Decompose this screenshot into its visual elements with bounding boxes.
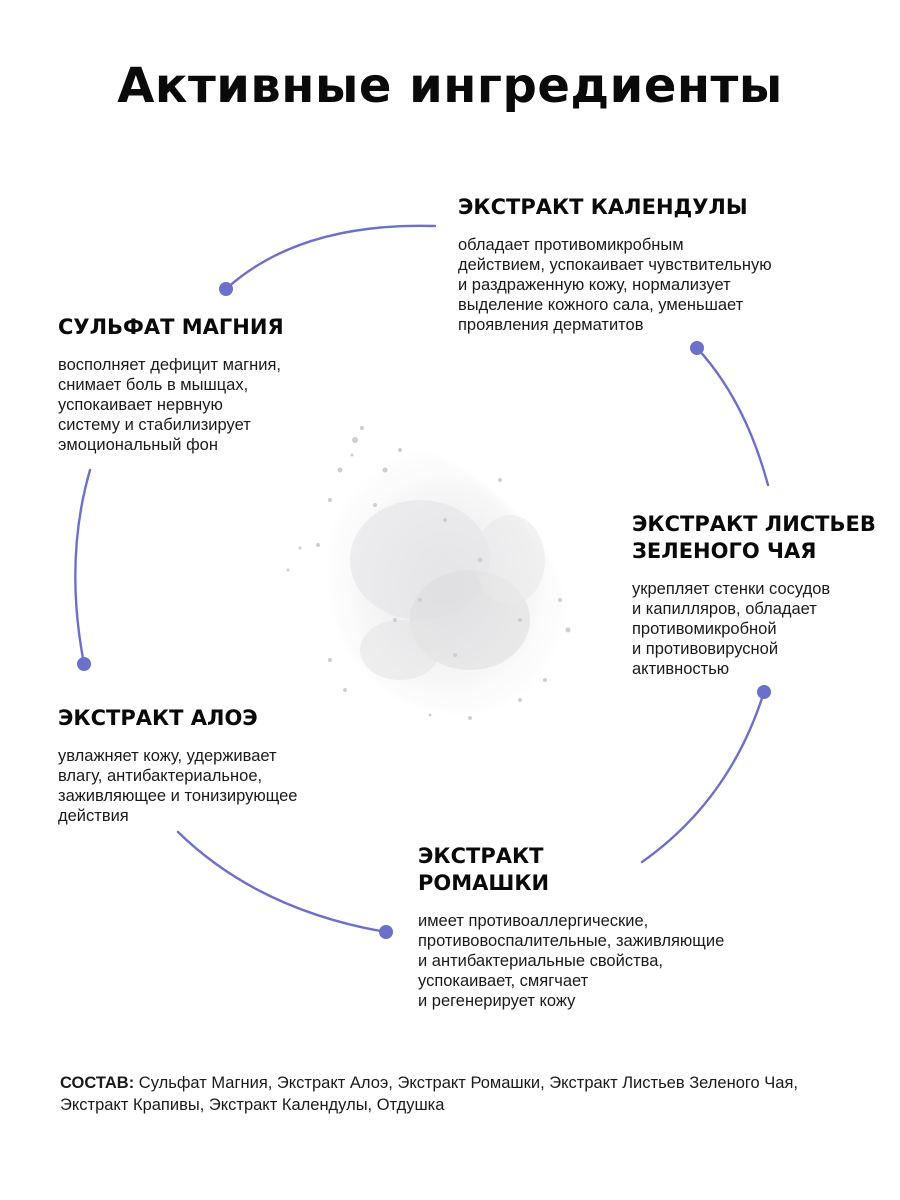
composition [60, 1072, 850, 1116]
ingredient-description: обладает противомикробным действием, успокаивает чувствительную и раздраженную кожу, нормализует выделение кожного сала, уменьшает проявления дерматитов [458, 236, 772, 334]
ingredient-aloe [58, 705, 378, 826]
ingredient-title: ЭКСТРАКТ АЛОЭ [58, 706, 258, 730]
composition-label: СОСТАВ: [60, 1074, 135, 1092]
ingredient-title: ЭКСТРАКТ ЛИСТЬЕВ ЗЕЛЕНОГО ЧАЯ [632, 512, 876, 563]
ingredient-title: ЭКСТРАКТ РОМАШКИ [418, 844, 550, 895]
ingredient-calendula [458, 194, 858, 335]
ingredient-description: восполняет дефицит магния, снимает боль в мышцах, успокаивает нервную систему и стабилизирует эмоциональный фон [58, 356, 281, 454]
ingredient-description: увлажняет кожу, удерживает влагу, антибактериальное, заживляющее и тонизирующее действия [58, 747, 298, 825]
composition-text: Сульфат Магния, Экстракт Алоэ, Экстракт Ромашки, Экстракт Листьев Зеленого Чая, Экстракт Крапивы, Экстракт Календулы, Отдушка [60, 1074, 798, 1114]
ingredient-description: укрепляет стенки сосудов и капилляров, обладает противомикробной и противовирусной активностью [632, 580, 831, 678]
ingredient-chamomile [418, 843, 818, 1011]
ingredient-description: имеет противоаллергические, противовоспалительные, заживляющие и антибактериальные свойства, успокаивает, смягчает и регенерирует кожу [418, 912, 725, 1010]
ingredient-green-tea [632, 511, 887, 679]
ingredient-title: ЭКСТРАКТ КАЛЕНДУЛЫ [458, 195, 748, 219]
ingredient-title: СУЛЬФАТ МАГНИЯ [58, 315, 284, 339]
ingredient-magnesium [58, 314, 358, 455]
page-title: Активные ингредиенты [117, 58, 783, 114]
